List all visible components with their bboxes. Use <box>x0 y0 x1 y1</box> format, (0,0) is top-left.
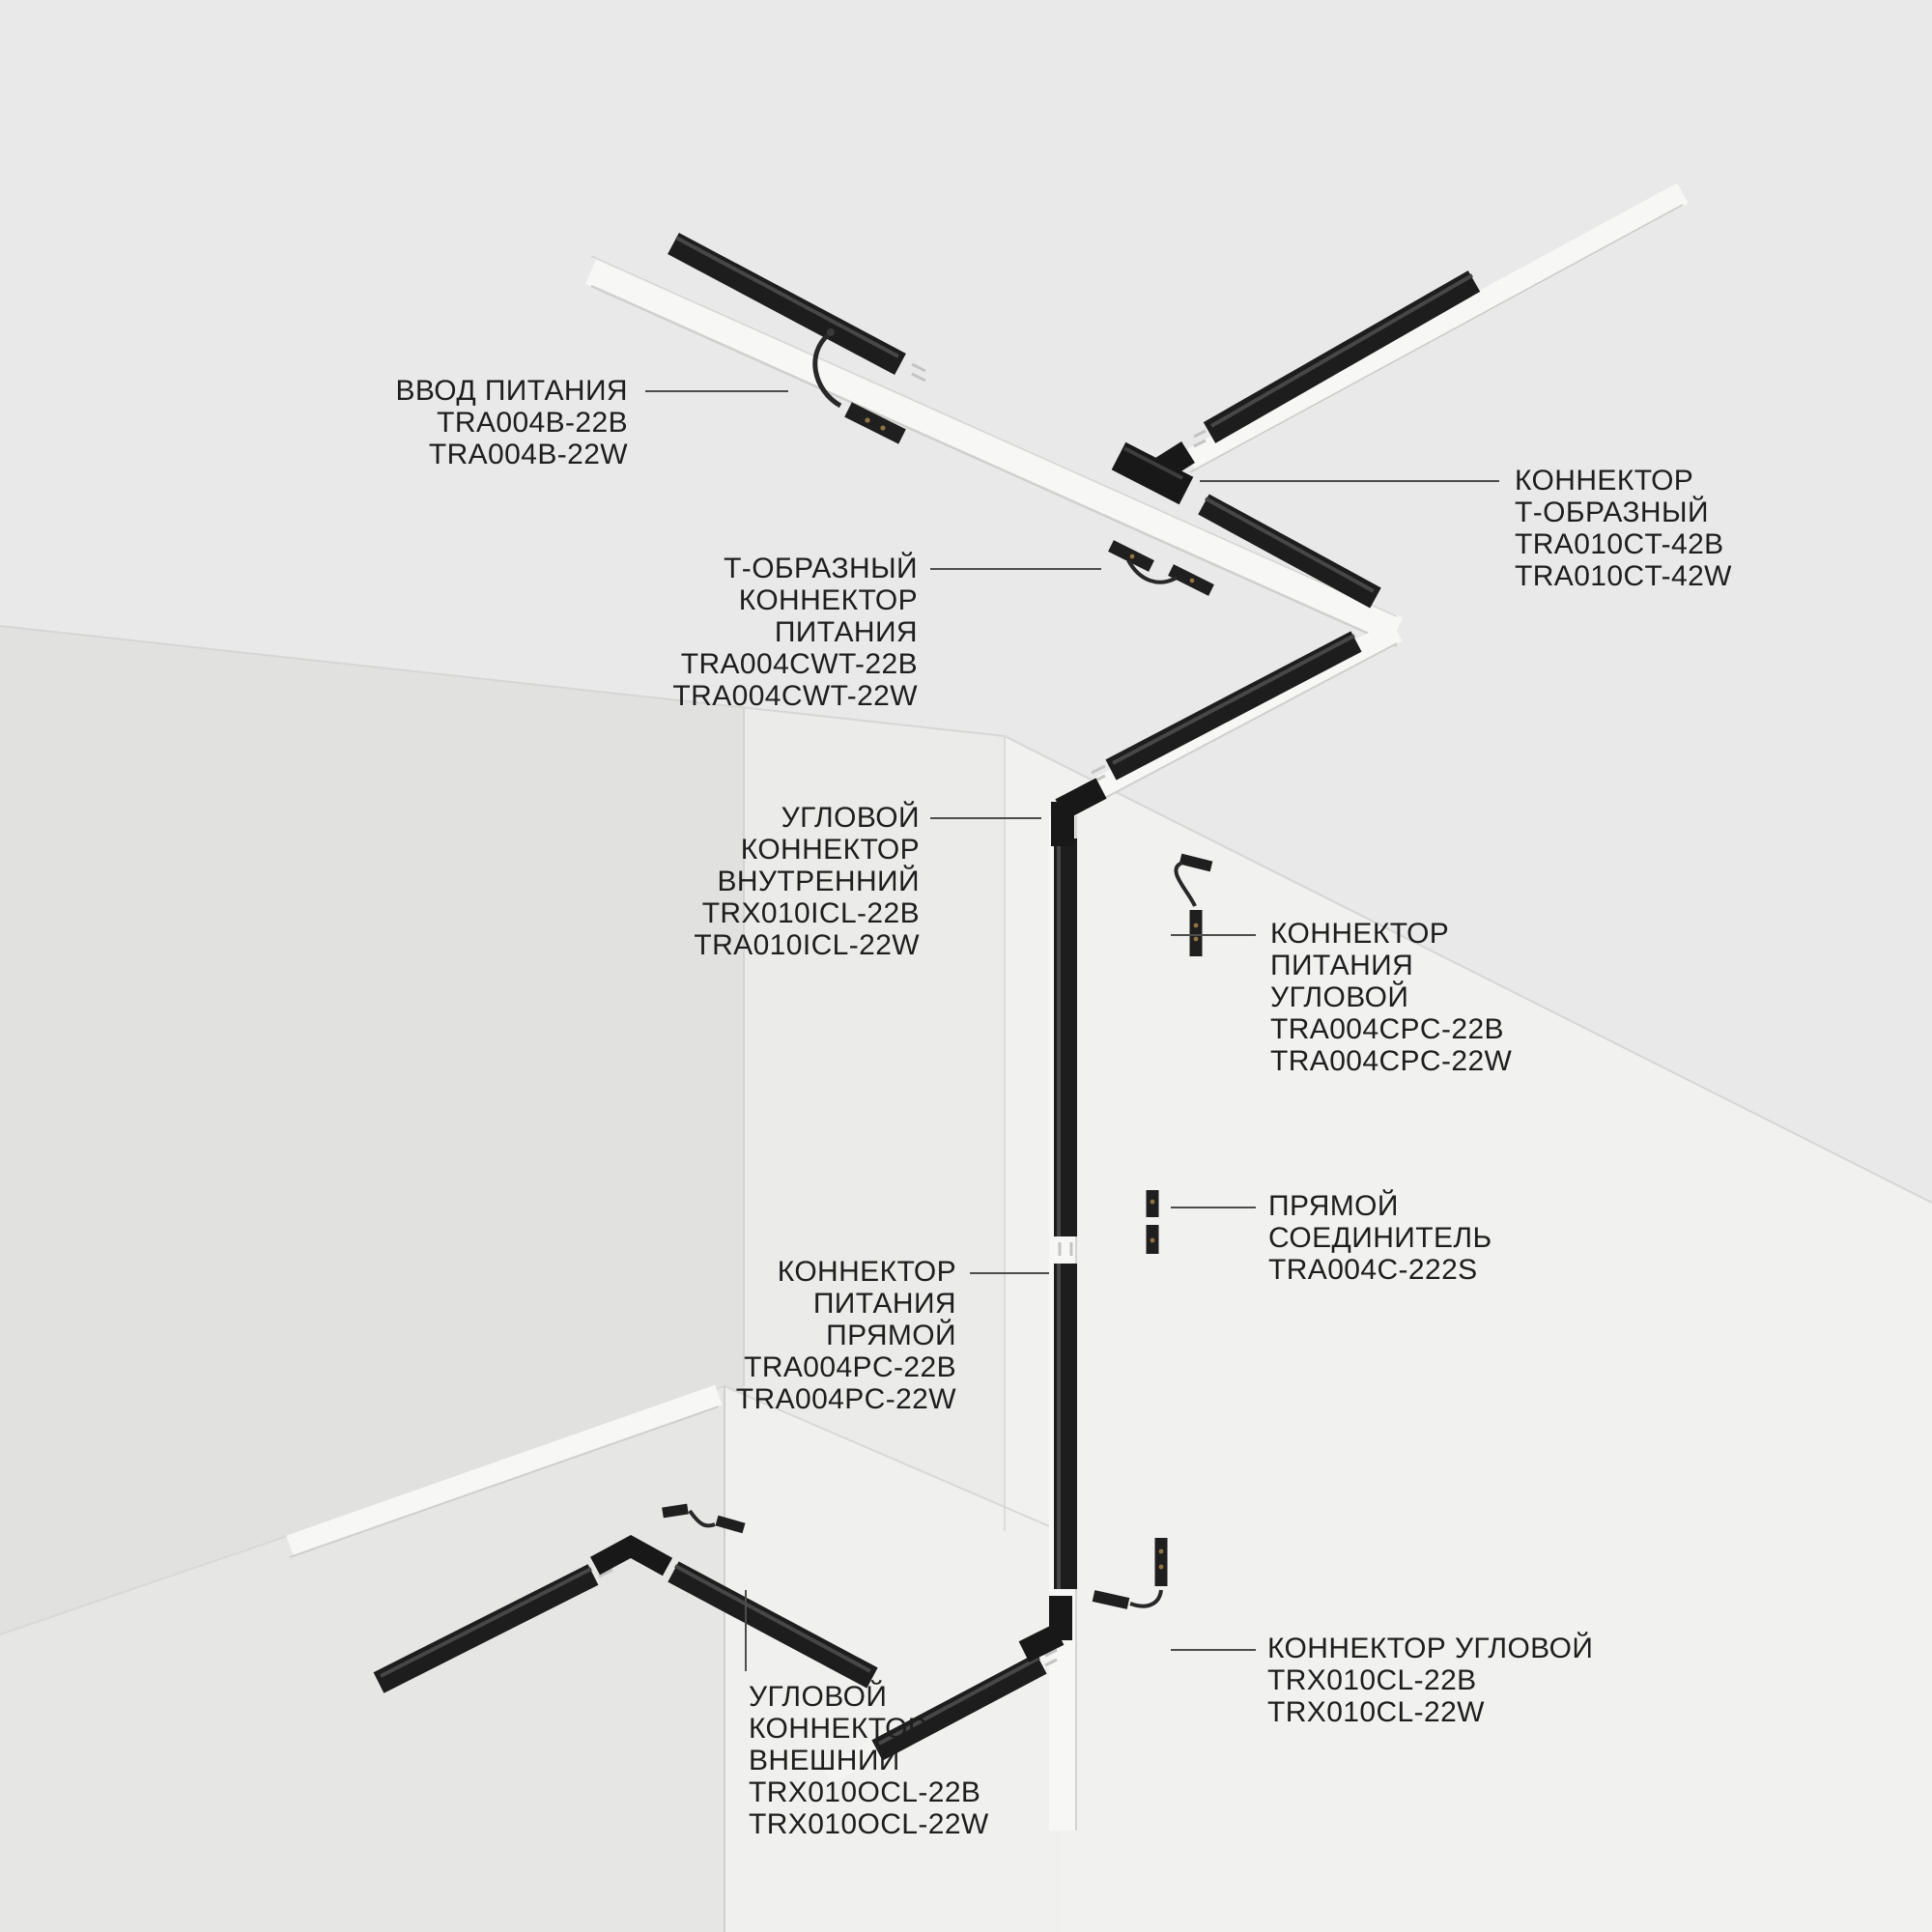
contact-dot <box>1151 1200 1155 1205</box>
label-line: TRA004CPC-22B <box>1270 1013 1504 1045</box>
label-line: TRX010ICL-22B <box>701 897 920 929</box>
label-line: TRA004B-22W <box>428 439 628 470</box>
label-line: ВНЕШНИЙ <box>749 1745 900 1776</box>
label-line: ПИТАНИЯ <box>812 1288 956 1320</box>
contact-dot <box>1130 554 1135 559</box>
label-line: КОННЕКТОР <box>1515 465 1694 497</box>
label-line: ПИТАНИЯ <box>774 616 918 648</box>
contact-dot <box>880 425 885 430</box>
contact-dot <box>1159 1565 1164 1570</box>
label-line: TRA004C-222S <box>1268 1254 1478 1286</box>
label-line: КОННЕКТОР УГЛОВОЙ <box>1267 1633 1594 1664</box>
label-power-input <box>395 375 628 470</box>
label-line: TRA004PC-22B <box>744 1351 956 1383</box>
label-line: КОННЕКТОР <box>740 834 920 866</box>
label-line: TRA004B-22B <box>437 407 628 439</box>
contact-dot <box>865 417 869 422</box>
contact-dot <box>1194 923 1199 928</box>
label-line: TRA004CWT-22B <box>680 648 918 680</box>
label-line: ВВОД ПИТАНИЯ <box>395 375 628 407</box>
label-line: Т-ОБРАЗНЫЙ <box>1515 497 1709 528</box>
label-line: КОННЕКТОР <box>749 1713 928 1745</box>
label-line: КОННЕКТОР <box>738 584 918 616</box>
label-line: УГЛОВОЙ <box>749 1681 888 1713</box>
label-straight-power-connector <box>736 1256 956 1415</box>
label-t-power-connector <box>672 553 918 712</box>
label-line: ПИТАНИЯ <box>1270 950 1414 981</box>
contact-dot <box>1190 579 1195 583</box>
label-line: УГЛОВОЙ <box>1270 981 1409 1013</box>
label-line: TRA010ICL-22W <box>694 929 920 961</box>
label-line: TRA010CT-42W <box>1515 560 1732 592</box>
label-line: TRX010OCL-22B <box>749 1776 981 1808</box>
label-line: КОННЕКТОР <box>1270 918 1450 950</box>
label-line: ВНУТРЕННИЙ <box>717 866 920 897</box>
cable-tip <box>827 328 835 336</box>
label-line: TRX010CL-22W <box>1267 1696 1485 1728</box>
label-line: TRX010OCL-22W <box>749 1808 989 1840</box>
label-line: ПРЯМОЙ <box>826 1320 956 1351</box>
contact-dot <box>1151 1238 1155 1243</box>
label-straight-joiner <box>1268 1190 1492 1286</box>
label-line: Т-ОБРАЗНЫЙ <box>724 553 918 584</box>
label-corner-connector <box>1267 1633 1593 1728</box>
label-inner-corner-connector <box>694 802 920 961</box>
label-t-connector <box>1515 465 1732 592</box>
label-corner-power-connector <box>1270 918 1512 1077</box>
label-line: КОННЕКТОР <box>777 1256 956 1288</box>
label-line: TRA004CPC-22W <box>1270 1045 1513 1077</box>
label-line: TRA004PC-22W <box>735 1383 956 1415</box>
label-line: TRX010CL-22B <box>1267 1664 1477 1696</box>
label-line: СОЕДИНИТЕЛЬ <box>1268 1222 1492 1254</box>
label-line: TRA004CWT-22W <box>672 680 918 712</box>
contact-dot <box>1194 937 1199 942</box>
label-line: УГЛОВОЙ <box>781 802 920 834</box>
contact-dot <box>1159 1549 1164 1554</box>
label-outer-corner-connector <box>749 1681 989 1840</box>
label-line: ПРЯМОЙ <box>1268 1190 1399 1222</box>
label-line: TRA010CT-42B <box>1515 528 1724 560</box>
